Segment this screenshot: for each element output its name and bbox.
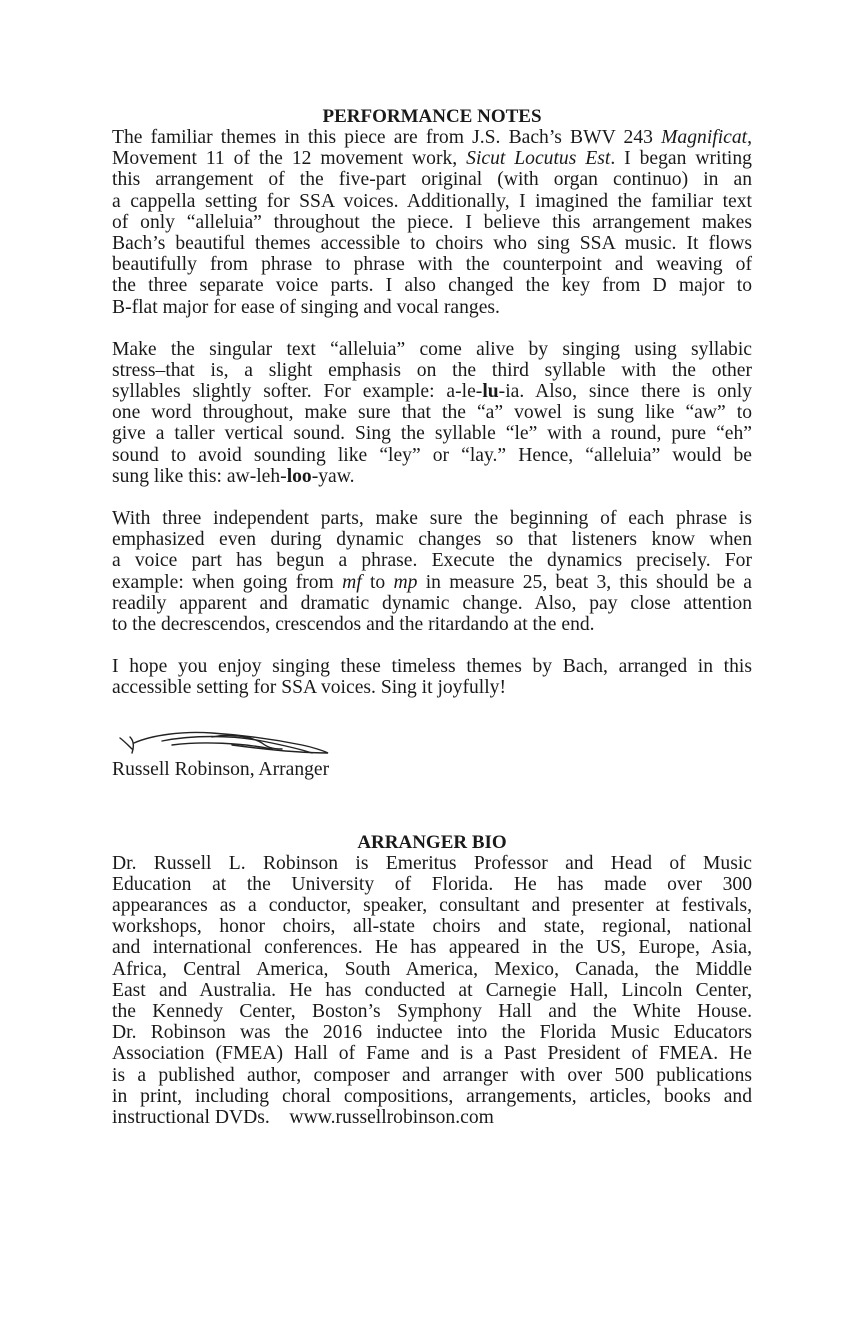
- text-line: [112, 937, 752, 958]
- text-segment: Dr. Russell L. Robinson is Emeritus Professor and Head of Music: [112, 852, 752, 874]
- text-segment: sound to avoid sounding like “ley” or “lay.” Hence, “alleluia” would be: [112, 444, 752, 466]
- text-line: [112, 191, 752, 212]
- text-segment: accessible setting for SSA voices. Sing it joyfully!: [112, 677, 507, 699]
- text-segment: of only “alleluia” throughout the piece. I believe this arrangement makes: [112, 211, 752, 233]
- performance-notes-paragraph-2: [112, 339, 752, 487]
- text-segment: appearances as a conductor, speaker, consultant and presenter at festivals,: [112, 895, 752, 917]
- text-segment: a voice part has begun a phrase. Execute the dynamics precisely. For: [112, 550, 752, 572]
- page: [112, 106, 752, 1128]
- text-segment: Education at the University of Florida. He has made over 300: [112, 873, 752, 895]
- text-line: [112, 1107, 752, 1128]
- text-line: [112, 1086, 752, 1107]
- performance-notes-paragraph-4: [112, 656, 752, 698]
- text-line: [112, 656, 752, 677]
- text-line: [112, 360, 752, 381]
- text-line: [112, 853, 752, 874]
- text-line: [112, 614, 752, 635]
- text-line: [112, 127, 752, 148]
- text-segment: is a published author, composer and arranger with over 500 publications: [112, 1064, 752, 1086]
- text-segment: beautifully from phrase to phrase with the counterpoint and weaving of: [112, 254, 752, 276]
- text-line: [112, 212, 752, 233]
- text-line: [112, 874, 752, 895]
- signer-name: Russell Robinson, Arranger: [112, 758, 330, 780]
- text-segment: Africa, Central America, South America, Mexico, Canada, the Middle: [112, 958, 752, 980]
- text-segment: I hope you enjoy singing these timeless themes by Bach, arranged in this: [112, 656, 752, 678]
- text-segment: to the decrescendos, crescendos and the ritardando at the end.: [112, 613, 595, 635]
- text-line: [112, 297, 752, 318]
- text-segment: B-flat major for ease of singing and vocal ranges.: [112, 296, 500, 318]
- text-line: [112, 466, 752, 487]
- text-line: [112, 677, 752, 698]
- text-line: [112, 275, 752, 296]
- text-segment: readily apparent and dramatic dynamic change. Also, pay close attention: [112, 592, 752, 614]
- text-segment: syllables slightly softer. For example: a-le-lu-ia. Also, since there is only: [112, 381, 752, 403]
- text-segment: instructional DVDs. www.russellrobinson.com: [112, 1106, 494, 1128]
- arranger-bio-paragraph: [112, 853, 752, 1128]
- performance-notes-paragraph-3: [112, 508, 752, 635]
- text-line: [112, 1001, 752, 1022]
- text-segment: The familiar themes in this piece are from J.S. Bach’s BWV 243 Magnificat,: [112, 127, 752, 148]
- performance-notes-paragraph-1: [112, 127, 752, 318]
- text-line: [112, 1022, 752, 1043]
- text-line: [112, 148, 752, 169]
- text-segment: the Kennedy Center, Boston’s Symphony Hall and the White House.: [112, 1001, 752, 1023]
- text-segment: Association (FMEA) Hall of Fame and is a Past President of FMEA. He: [112, 1043, 752, 1065]
- text-line: [112, 233, 752, 254]
- arranger-bio-heading: ARRANGER BIO: [357, 831, 507, 853]
- text-segment: Bach’s beautiful themes accessible to choirs who sing SSA music. It flows: [112, 232, 752, 254]
- signature-image: [112, 719, 342, 759]
- text-segment: example: when going from mf to mp in measure 25, beat 3, this should be a: [112, 571, 752, 593]
- text-line: [112, 572, 752, 593]
- text-segment: Dr. Robinson was the 2016 inductee into the Florida Music Educators: [112, 1022, 752, 1044]
- text-segment: East and Australia. He has conducted at Carnegie Hall, Lincoln Center,: [112, 979, 752, 1001]
- text-segment: Movement 11 of the 12 movement work, Sicut Locutus Est. I began writing: [112, 148, 752, 170]
- text-line: [112, 445, 752, 466]
- text-segment: a cappella setting for SSA voices. Additionally, I imagined the familiar text: [112, 190, 752, 212]
- text-line: [112, 381, 752, 402]
- text-segment: Make the singular text “alleluia” come alive by singing using syllabic: [112, 338, 752, 360]
- text-line: [112, 169, 752, 190]
- text-line: [112, 1043, 752, 1064]
- signature-icon: [112, 719, 342, 759]
- text-segment: stress–that is, a slight emphasis on the third syllable with the other: [112, 359, 752, 381]
- text-segment: in print, including choral compositions, arrangements, articles, books and: [112, 1085, 752, 1107]
- text-line: [112, 423, 752, 444]
- text-segment: give a taller vertical sound. Sing the syllable “le” with a round, pure “eh”: [112, 423, 752, 445]
- text-line: [112, 339, 752, 360]
- performance-notes-heading: PERFORMANCE NOTES: [322, 106, 542, 127]
- text-segment: and international conferences. He has appeared in the US, Europe, Asia,: [112, 937, 752, 959]
- text-line: [112, 980, 752, 1001]
- text-line: [112, 529, 752, 550]
- text-line: [112, 508, 752, 529]
- text-line: [112, 916, 752, 937]
- text-line: [112, 895, 752, 916]
- text-line: [112, 550, 752, 571]
- text-line: [112, 254, 752, 275]
- text-line: [112, 593, 752, 614]
- text-line: [112, 402, 752, 423]
- text-segment: With three independent parts, make sure the beginning of each phrase is: [112, 508, 752, 529]
- text-segment: workshops, honor choirs, all-state choirs and state, regional, national: [112, 916, 752, 938]
- text-segment: this arrangement of the five-part original (with organ continuo) in an: [112, 169, 752, 191]
- text-line: [112, 959, 752, 980]
- text-segment: the three separate voice parts. I also changed the key from D major to: [112, 275, 752, 297]
- text-segment: sung like this: aw-leh-loo-yaw.: [112, 465, 355, 487]
- text-line: [112, 1065, 752, 1086]
- text-segment: one word throughout, make sure that the “a” vowel is sung like “aw” to: [112, 402, 752, 424]
- text-segment: emphasized even during dynamic changes so that listeners know when: [112, 529, 752, 551]
